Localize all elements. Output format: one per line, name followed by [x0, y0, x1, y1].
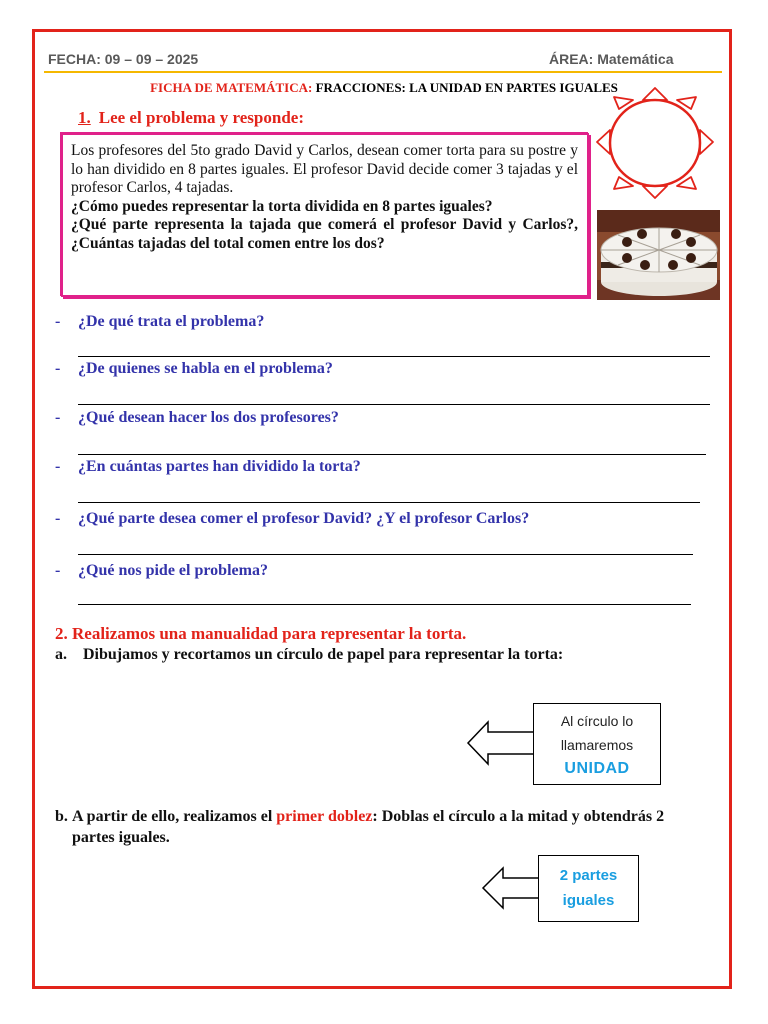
section1-title: Lee el problema y responde:: [98, 108, 304, 127]
answer-line[interactable]: [78, 554, 693, 555]
title-main: FRACCIONES: LA UNIDAD EN PARTES IGUALES: [312, 80, 618, 95]
date-label: FECHA: 09 – 09 – 2025: [48, 51, 199, 67]
question-item: - ¿En cuántas partes han dividido la torta?: [55, 458, 361, 475]
callout2-line2: iguales: [562, 892, 615, 909]
sun-circle-shape: [592, 82, 718, 204]
primer-doblez-highlight: primer doblez: [276, 808, 373, 825]
problem-question-2: ¿Qué parte representa la tajada que comerá el profesor David y Carlos?, ¿Cuántas tajadas del total comen entre los dos?: [71, 216, 578, 252]
callout1-unidad: UNIDAD: [564, 760, 630, 777]
question-item: - ¿Qué parte desea comer el profesor David? ¿Y el profesor Carlos?: [55, 510, 530, 527]
problem-question-1: ¿Cómo puedes representar la torta dividida en 8 partes iguales?: [71, 197, 493, 215]
cake-image: [597, 210, 720, 300]
dos-partes-callout: [538, 855, 639, 922]
section1-number: 1.: [78, 108, 91, 127]
area-label: ÁREA: Matemática: [549, 51, 674, 67]
section1-heading: [78, 108, 304, 128]
callout2-line1: 2 partes: [559, 867, 618, 884]
answer-line[interactable]: [78, 604, 691, 605]
problem-text: [71, 142, 578, 253]
item-b-label: b.: [55, 808, 68, 825]
item-b-text: A partir de ello, realizamos el primer doblez: Doblas el círculo a la mitad y obtendrás 2 partes iguales.: [72, 808, 665, 846]
question-item: - ¿Qué desean hacer los dos profesores?: [55, 409, 339, 426]
callout1-line1: Al círculo lo: [560, 713, 634, 729]
question-item: - ¿Qué nos pide el problema?: [55, 562, 268, 579]
answer-line[interactable]: [78, 454, 706, 455]
unidad-callout: [533, 703, 661, 785]
problem-statement: Los profesores del 5to grado David y Carlos, desean comer torta para su postre y lo han dividido en 8 partes iguales. El profesor David decide comer 3 tajadas y el profesor Carlos, 4 tajadas.: [71, 142, 578, 196]
answer-line[interactable]: [78, 356, 710, 357]
question-item: - ¿De qué trata el problema?: [55, 313, 265, 330]
left-arrow-icon: [466, 720, 536, 766]
title-prefix: FICHA DE MATEMÁTICA:: [150, 80, 313, 95]
item-a-label: a.: [55, 646, 67, 663]
question-item: - ¿De quienes se habla en el problema?: [55, 360, 333, 377]
item-a-text: Dibujamos y recortamos un círculo de papel para representar la torta:: [83, 646, 564, 663]
item-a: [55, 646, 563, 664]
answer-line[interactable]: [78, 502, 700, 503]
answer-line[interactable]: [78, 404, 710, 405]
left-arrow-icon: [481, 866, 541, 910]
callout1-line2: llamaremos: [560, 737, 634, 753]
section2-heading: 2. Realizamos una manualidad para representar la torta.: [55, 624, 467, 643]
header-divider: [44, 71, 722, 73]
